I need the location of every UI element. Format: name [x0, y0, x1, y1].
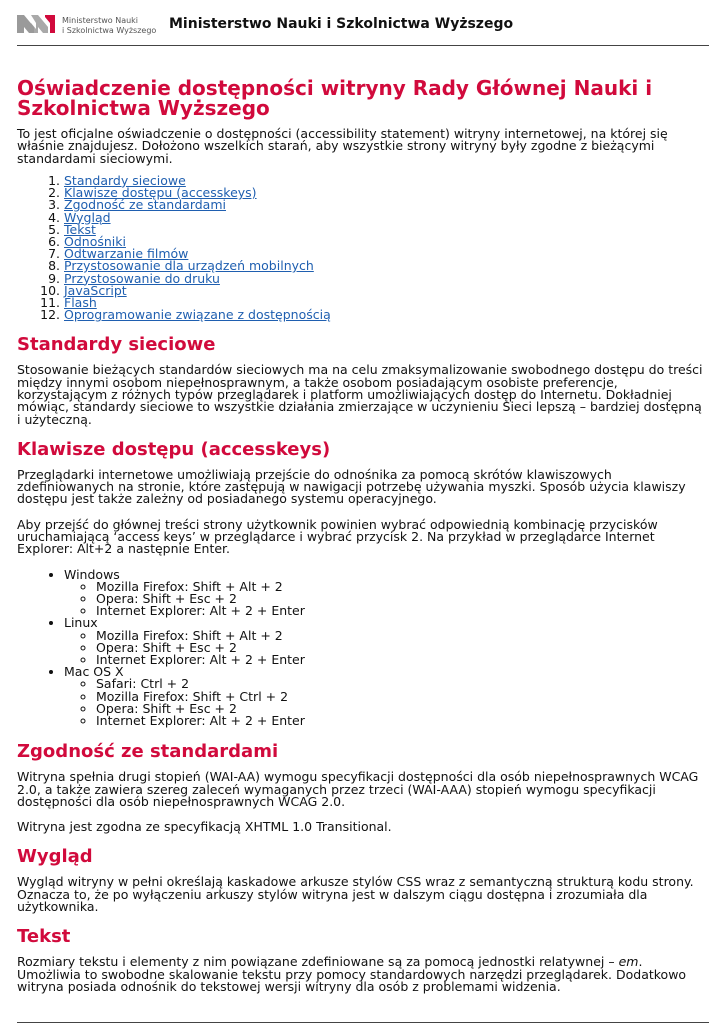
table-of-contents: [17, 172, 709, 323]
os-item-windows: [64, 566, 709, 619]
toc-link-mobilne[interactable]: Przystosowanie dla urządzeń mobilnych: [64, 258, 314, 274]
os-name: Mac OS X: [64, 664, 124, 680]
intro-paragraph: To jest oficjalne oświadczenie o dostępności (accessibility statement) witryny internetowej, na której się właśnie znajdujesz. Dołożono wszelkich starań, aby wszystkie strony witryny były zgodne z bieżącymi standardami sieciowymi.: [17, 126, 668, 166]
ministry-logo[interactable]: [17, 13, 156, 36]
toc-link-tekst[interactable]: Tekst: [64, 221, 96, 237]
shortcut-item: ◦ Internet Explorer: Alt + 2 + Enter: [96, 654, 709, 666]
footer-divider: [17, 1022, 709, 1023]
os-name: Linux: [64, 615, 98, 631]
toc-link-odnosniki[interactable]: Odnośniki: [64, 233, 126, 249]
shortcut-item: ◦ Internet Explorer: Alt + 2 + Enter: [96, 715, 709, 727]
toc-item: [64, 282, 709, 298]
toc-link-javascript[interactable]: JavaScript: [64, 282, 127, 298]
shortcut-item: ◦ Internet Explorer: Alt + 2 + Enter: [96, 605, 709, 617]
shortcut-list: [64, 578, 709, 619]
shortcut-list: [64, 678, 709, 727]
os-name: Windows: [64, 566, 120, 582]
toc-link-oprogramowanie[interactable]: Oprogramowanie związane z dostępnością: [64, 307, 331, 323]
compliance-paragraph-2: Witryna jest zgodna ze specyfikacją XHTML 1.0 Transitional.: [17, 819, 392, 835]
accesskeys-paragraph-1: Przeglądarki internetowe umożliwiają przejście do odnośnika za pomocą skrótów klawiszowych zdefiniowanych na stronie, które zastępują w nawigacji potrzebę używania myszki. Sposób użycia klawiszy dostępu jest także zależny od posiadanego systemu operacyjnego.: [17, 466, 686, 507]
ministry-logo-icon: [17, 13, 57, 35]
section-heading-text: Tekst: [17, 926, 71, 948]
section-heading-compliance: Zgodność ze standardami: [17, 741, 279, 763]
shortcut-item: ◦ Mozilla Firefox: Shift + Alt + 2: [96, 581, 709, 593]
section-heading-standards: Standardy sieciowe: [17, 334, 216, 356]
accesskeys-paragraph-2: Aby przejść do głównej treści strony użytkownik powinien wybrać odpowiednią kombinację przycisków uruchamiającą ‘access keys’ w przeglądarce i wybrać przycisk 2. Na przykład w przeglądarce Internet Explorer: Alt+2 a następnie Enter.: [17, 516, 658, 557]
toc-link-standardy[interactable]: Standardy sieciowe: [64, 172, 186, 188]
text-paragraph-part-2: . Umożliwia to swobodne skalowanie tekstu przy pomocy standardowych narzędzi przeglądarek. Dodatkowo witryna posiada odnośnik do tekstowej wersji witryny dla osób z problemami widzenia.: [17, 954, 687, 994]
shortcut-item: ◦ Opera: Shift + Esc + 2: [96, 593, 709, 605]
logo-line-2: i Szkolnictwa Wyższego: [62, 26, 157, 35]
logo-line-1: Ministerstwo Nauki: [62, 16, 139, 25]
toc-link-wyglad[interactable]: Wygląd: [64, 209, 111, 225]
toc-link-zgodnosc[interactable]: Zgodność ze standardami: [64, 197, 226, 213]
section-heading-accesskeys: Klawisze dostępu (accesskeys): [17, 438, 331, 460]
toc-link-druk[interactable]: Przystosowanie do druku: [64, 270, 220, 286]
section-heading-look: Wygląd: [17, 846, 93, 868]
shortcut-list: [64, 627, 709, 668]
text-paragraph: [17, 956, 709, 993]
site-title: Ministerstwo Nauki i Szkolnictwa Wyższego: [169, 16, 514, 32]
standards-paragraph: Stosowanie bieżących standardów sieciowych ma na celu zmaksymalizowanie swobodnego dostępu do treści między innymi osobom niepełnosprawnym, a także osobom posiadającym osobiste preferencje, korzystającym z różnych typów przeglądarek i platform umożliwiających dostęp do Internetu. Dokładniej mówiąc, standardy sieciowe to wszystkie działania zmierzające w uczynieniu Sieci lepszą – bardziej dostępną i użyteczną.: [17, 362, 703, 427]
os-item-linux: [64, 617, 709, 666]
header-divider: [17, 45, 709, 46]
ministry-logo-text: [62, 16, 156, 36]
look-paragraph: Wygląd witryny w pełni określają kaskadowe arkusze stylów CSS wraz z semantyczną strukturą kodu strony. Oznacza to, że po wyłączeniu arkuszy stylów witryna jest w dalszym ciągu dostępna i zrozumiała dla użytkownika.: [17, 874, 694, 915]
toc-item: [64, 199, 709, 211]
os-list: [17, 566, 709, 729]
main-content: [17, 78, 709, 993]
shortcut-item: ◦ Safari: Ctrl + 2: [96, 678, 709, 690]
os-item-macos: [64, 666, 709, 727]
toc-link-flash[interactable]: Flash: [64, 294, 97, 310]
toc-link-filmy[interactable]: Odtwarzanie filmów: [64, 246, 189, 262]
shortcut-item: ◦ Mozilla Firefox: Shift + Alt + 2: [96, 630, 709, 642]
toc-item: [64, 309, 709, 321]
site-header: [17, 13, 709, 45]
compliance-paragraph-1: Witryna spełnia drugi stopień (WAI-AA) wymogu specyfikacji dostępności dla osób niepełnosprawnych WCAG 2.0, a także zawiera szereg zaleceń wymaganych przez trzeci (WAI-AAA) stopień wymogu specyfikacji dostępności dla osób niepełnosprawnych WCAG 2.0.: [17, 769, 699, 809]
toc-item: [64, 270, 709, 286]
toc-link-klawisze[interactable]: Klawisze dostępu (accesskeys): [64, 185, 257, 201]
text-paragraph-em: em: [618, 954, 639, 970]
shortcut-item: ◦ Opera: Shift + Esc + 2: [96, 642, 709, 654]
shortcut-item: ◦ Opera: Shift + Esc + 2: [96, 703, 709, 715]
page-title: Oświadczenie dostępności witryny Rady Głównej Nauki i Szkolnictwa Wyższego: [17, 76, 653, 120]
toc-item: [64, 221, 709, 237]
text-paragraph-part-1: Rozmiary tekstu i elementy z nim powiązane zdefiniowane są za pomocą jednostki relatywnej –: [17, 954, 619, 970]
shortcut-item: ◦ Mozilla Firefox: Shift + Ctrl + 2: [96, 691, 709, 703]
toc-item: [64, 209, 709, 225]
